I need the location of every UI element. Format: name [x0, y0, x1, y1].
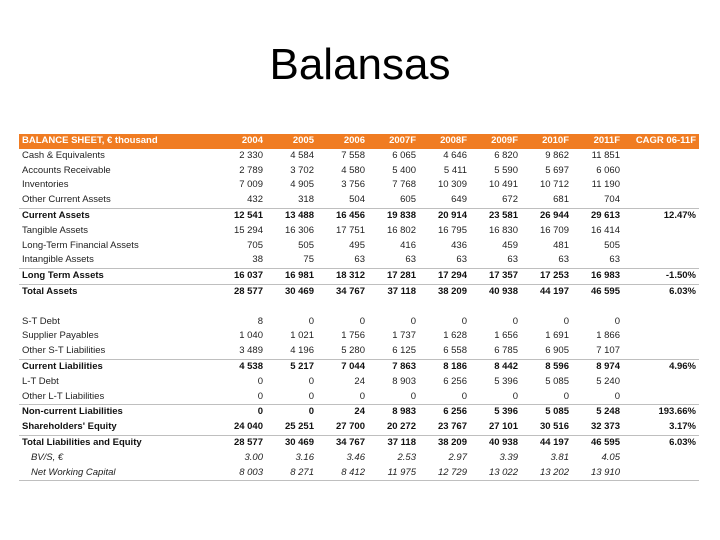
value-cell: 1 756	[341, 330, 365, 342]
value-cell: 0	[410, 390, 416, 402]
value-cell	[266, 300, 317, 315]
value-cell: 0	[359, 315, 365, 327]
value-cell: 2 330	[239, 149, 263, 161]
cagr-cell: 6.03%	[623, 435, 699, 450]
value-cell: 2 789	[239, 164, 263, 176]
value-cell: 5 085	[521, 405, 572, 420]
value-cell: 3 489	[239, 345, 263, 357]
table-row	[19, 344, 699, 359]
value-cell: 18 312	[317, 269, 368, 285]
balance-sheet-table	[19, 134, 699, 481]
value-cell: 0	[308, 390, 314, 402]
value-cell: 11 190	[591, 179, 620, 191]
row-label	[19, 300, 215, 315]
value-cell: 5 396	[494, 375, 518, 387]
slide-title: Balansas	[269, 40, 451, 89]
header-cagr: CAGR 06-11F	[623, 134, 699, 149]
cagr-cell	[623, 329, 699, 344]
value-cell: 24 040	[233, 421, 263, 433]
row-label: Total Assets	[19, 284, 215, 299]
value-cell: 17 751	[335, 224, 365, 236]
value-cell	[215, 300, 266, 315]
cagr-cell	[623, 224, 699, 239]
row-label: Intangible Assets	[22, 254, 94, 266]
value-cell: 4 580	[341, 164, 365, 176]
header-year: 2004	[215, 134, 266, 149]
value-cell: 8 442	[470, 359, 521, 374]
table-row	[19, 420, 699, 435]
row-label: Tangible Assets	[22, 224, 89, 236]
cagr-cell	[623, 315, 699, 330]
cagr-cell	[623, 375, 699, 390]
cagr-cell	[623, 300, 699, 315]
header-year: 2009F	[470, 134, 521, 149]
value-cell: 10 712	[539, 179, 569, 191]
table-row	[19, 149, 699, 164]
value-cell: 7 107	[596, 345, 620, 357]
value-cell: 12 729	[437, 466, 467, 478]
value-cell: 12 541	[215, 208, 266, 223]
value-cell: 1 021	[290, 330, 314, 342]
balance-sheet	[19, 134, 699, 481]
value-cell	[521, 300, 572, 315]
value-cell: 16 414	[590, 224, 620, 236]
value-cell: 9 862	[545, 149, 569, 161]
value-cell: 3.00	[244, 451, 263, 463]
value-cell: 10 491	[488, 179, 518, 191]
value-cell: 0	[461, 315, 467, 327]
row-label: Other Current Assets	[22, 194, 111, 206]
value-cell: 495	[349, 239, 365, 251]
value-cell: 44 197	[521, 284, 572, 299]
value-cell: 11 851	[591, 149, 620, 161]
value-cell: 25 251	[284, 421, 314, 433]
value-cell: 8 271	[290, 466, 314, 478]
value-cell: 7 863	[368, 359, 419, 374]
row-label: Current Assets	[19, 208, 215, 223]
table-row	[19, 253, 699, 268]
cagr-cell	[623, 149, 699, 164]
value-cell: 10 309	[437, 179, 467, 191]
value-cell: 4 196	[290, 345, 314, 357]
spacer-row	[19, 300, 699, 315]
value-cell: 4 584	[290, 149, 314, 161]
value-cell: 6 060	[596, 164, 620, 176]
value-cell: 8 186	[419, 359, 470, 374]
value-cell: 504	[349, 194, 365, 206]
cagr-cell: 6.03%	[623, 284, 699, 299]
cagr-cell	[623, 178, 699, 193]
value-cell: 4.05	[601, 451, 620, 463]
table-body	[19, 149, 699, 481]
header-year: 2006	[317, 134, 368, 149]
value-cell: 0	[563, 390, 569, 402]
table-row	[19, 375, 699, 390]
cagr-cell: 4.96%	[623, 359, 699, 374]
value-cell: 13 022	[488, 466, 518, 478]
row-label: Supplier Payables	[22, 330, 99, 342]
value-cell: 0	[461, 390, 467, 402]
table-row	[19, 390, 699, 405]
table-row	[19, 435, 699, 450]
value-cell	[572, 300, 623, 315]
value-cell: 17 294	[419, 269, 470, 285]
value-cell: 11 975	[387, 466, 416, 478]
value-cell: 436	[451, 239, 467, 251]
value-cell: 16 830	[488, 224, 518, 236]
value-cell: 23 767	[437, 421, 467, 433]
value-cell: 6 785	[494, 345, 518, 357]
value-cell: 16 983	[572, 269, 623, 285]
table-row	[19, 208, 699, 223]
value-cell: 1 691	[545, 330, 569, 342]
header-year: 2007F	[368, 134, 419, 149]
row-label: Inventories	[22, 179, 69, 191]
value-cell: 8 903	[392, 375, 416, 387]
value-cell: 0	[614, 315, 620, 327]
header-year: 2005	[266, 134, 317, 149]
value-cell: 672	[502, 194, 518, 206]
value-cell: 28 577	[215, 435, 266, 450]
value-cell: 34 767	[317, 435, 368, 450]
value-cell: 5 396	[470, 405, 521, 420]
value-cell: 481	[553, 239, 569, 251]
value-cell: 8 003	[239, 466, 263, 478]
value-cell: 46 595	[572, 284, 623, 299]
cagr-cell	[623, 253, 699, 268]
value-cell: 5 590	[494, 164, 518, 176]
value-cell: 26 944	[521, 208, 572, 223]
value-cell: 5 280	[341, 345, 365, 357]
value-cell: 3 756	[341, 179, 365, 191]
value-cell: 0	[563, 315, 569, 327]
value-cell: 0	[257, 375, 263, 387]
value-cell: 17 357	[470, 269, 521, 285]
value-cell: 4 538	[215, 359, 266, 374]
value-cell: 0	[308, 375, 314, 387]
cagr-cell	[623, 193, 699, 208]
cagr-cell	[623, 390, 699, 405]
value-cell: 63	[558, 254, 569, 266]
value-cell: 29 613	[572, 208, 623, 223]
table-row	[19, 451, 699, 466]
value-cell: 0	[257, 390, 263, 402]
value-cell: 3 702	[290, 164, 314, 176]
value-cell: 7 009	[239, 179, 263, 191]
value-cell: 63	[354, 254, 365, 266]
value-cell: 1 656	[494, 330, 518, 342]
value-cell: 38 209	[419, 435, 470, 450]
row-label: Shareholders' Equity	[22, 421, 117, 433]
value-cell: 30 516	[539, 421, 569, 433]
row-label: Total Liabilities and Equity	[19, 435, 215, 450]
value-cell: 27 101	[488, 421, 518, 433]
header-year: 2011F	[572, 134, 623, 149]
value-cell: 459	[502, 239, 518, 251]
row-label: Current Liabilities	[19, 359, 215, 374]
row-label: Cash & Equivalents	[22, 149, 105, 161]
value-cell: 7 044	[317, 359, 368, 374]
table-row	[19, 405, 699, 420]
value-cell: 681	[553, 194, 569, 206]
value-cell: 2.53	[397, 451, 416, 463]
table-row	[19, 329, 699, 344]
value-cell: 16 709	[539, 224, 569, 236]
cagr-cell	[623, 344, 699, 359]
value-cell: 28 577	[215, 284, 266, 299]
value-cell: 0	[614, 390, 620, 402]
value-cell: 505	[298, 239, 314, 251]
value-cell: 63	[609, 254, 620, 266]
value-cell: 5 400	[392, 164, 416, 176]
value-cell: 3.16	[295, 451, 314, 463]
value-cell: 4 646	[443, 149, 467, 161]
table-row	[19, 269, 699, 285]
value-cell: 19 838	[368, 208, 419, 223]
value-cell: 5 240	[596, 375, 620, 387]
row-label: Net Working Capital	[31, 466, 116, 478]
value-cell: 432	[247, 194, 263, 206]
value-cell: 40 938	[470, 284, 521, 299]
value-cell: 46 595	[572, 435, 623, 450]
value-cell: 37 118	[368, 284, 419, 299]
value-cell: 63	[405, 254, 416, 266]
value-cell: 5 217	[266, 359, 317, 374]
row-label: Long-Term Financial Assets	[22, 239, 139, 251]
row-label: BV/S, €	[31, 451, 64, 463]
value-cell: 1 628	[443, 330, 467, 342]
value-cell: 705	[247, 239, 263, 251]
value-cell: 8 596	[521, 359, 572, 374]
table-row	[19, 466, 699, 481]
value-cell: 5 085	[545, 375, 569, 387]
value-cell: 30 469	[266, 435, 317, 450]
value-cell: 24	[317, 405, 368, 420]
value-cell: 1 866	[596, 330, 620, 342]
row-label: L-T Debt	[22, 375, 59, 387]
value-cell: 0	[410, 315, 416, 327]
value-cell: 6 820	[494, 149, 518, 161]
value-cell: 30 469	[266, 284, 317, 299]
value-cell: 17 253	[521, 269, 572, 285]
cagr-cell: 12.47%	[623, 208, 699, 223]
table-row	[19, 239, 699, 254]
value-cell: 63	[456, 254, 467, 266]
value-cell: 4 905	[290, 179, 314, 191]
value-cell	[317, 300, 368, 315]
table-row	[19, 359, 699, 374]
value-cell	[368, 300, 419, 315]
value-cell: 6 256	[443, 375, 467, 387]
value-cell: 6 558	[443, 345, 467, 357]
value-cell: 3.81	[550, 451, 569, 463]
row-label: Other S-T Liabilities	[22, 345, 106, 357]
table-row	[19, 224, 699, 239]
value-cell: 649	[451, 194, 467, 206]
value-cell: 8 974	[572, 359, 623, 374]
value-cell: 3.39	[499, 451, 518, 463]
table-header-row	[19, 134, 699, 149]
row-label: Non-current Liabilities	[19, 405, 215, 420]
header-year: 2008F	[419, 134, 470, 149]
value-cell: 5 411	[443, 164, 467, 176]
value-cell: 0	[215, 405, 266, 420]
value-cell: 13 910	[590, 466, 620, 478]
value-cell: 16 981	[266, 269, 317, 285]
value-cell: 416	[400, 239, 416, 251]
value-cell: 8	[257, 315, 263, 327]
value-cell: 3.46	[346, 451, 365, 463]
value-cell: 6 905	[545, 345, 569, 357]
value-cell: 605	[400, 194, 416, 206]
value-cell: 8 983	[368, 405, 419, 420]
cagr-cell	[623, 239, 699, 254]
cagr-cell	[623, 164, 699, 179]
value-cell: 0	[512, 315, 518, 327]
value-cell: 16 456	[317, 208, 368, 223]
value-cell: 1 040	[239, 330, 263, 342]
table-row	[19, 315, 699, 330]
value-cell: 16 037	[215, 269, 266, 285]
table-row	[19, 193, 699, 208]
value-cell	[419, 300, 470, 315]
value-cell: 63	[507, 254, 518, 266]
header-year: 2010F	[521, 134, 572, 149]
cagr-cell: 3.17%	[669, 421, 696, 433]
value-cell: 38 209	[419, 284, 470, 299]
value-cell: 0	[266, 405, 317, 420]
value-cell: 20 272	[386, 421, 416, 433]
value-cell: 13 202	[539, 466, 569, 478]
value-cell: 6 065	[392, 149, 416, 161]
value-cell: 24	[354, 375, 365, 387]
value-cell: 0	[308, 315, 314, 327]
value-cell: 13 488	[266, 208, 317, 223]
value-cell: 15 294	[233, 224, 263, 236]
value-cell: 37 118	[368, 435, 419, 450]
value-cell: 16 802	[386, 224, 416, 236]
value-cell: 6 256	[419, 405, 470, 420]
value-cell: 5 697	[545, 164, 569, 176]
header-label: BALANCE SHEET, € thousand	[19, 134, 215, 149]
value-cell: 7 768	[392, 179, 416, 191]
value-cell: 32 373	[590, 421, 620, 433]
value-cell: 505	[604, 239, 620, 251]
value-cell: 1 737	[392, 330, 416, 342]
cagr-cell: -1.50%	[623, 269, 699, 285]
value-cell: 23 581	[470, 208, 521, 223]
row-label: Long Term Assets	[19, 269, 215, 285]
row-label: Accounts Receivable	[22, 164, 111, 176]
value-cell: 704	[604, 194, 620, 206]
value-cell: 16 795	[437, 224, 467, 236]
value-cell: 17 281	[368, 269, 419, 285]
value-cell: 34 767	[317, 284, 368, 299]
value-cell: 6 125	[392, 345, 416, 357]
value-cell: 8 412	[341, 466, 365, 478]
row-label: Other L-T Liabilities	[22, 390, 105, 402]
value-cell: 44 197	[521, 435, 572, 450]
table-row	[19, 178, 699, 193]
value-cell: 75	[303, 254, 314, 266]
cagr-cell	[623, 451, 699, 466]
cagr-cell	[623, 466, 699, 481]
row-label: S-T Debt	[22, 315, 60, 327]
value-cell: 27 700	[335, 421, 365, 433]
value-cell: 20 914	[419, 208, 470, 223]
value-cell: 40 938	[470, 435, 521, 450]
table-row	[19, 284, 699, 299]
value-cell: 7 558	[341, 149, 365, 161]
cagr-cell: 193.66%	[623, 405, 699, 420]
value-cell	[470, 300, 521, 315]
value-cell: 5 248	[572, 405, 623, 420]
value-cell: 16 306	[284, 224, 314, 236]
table-row	[19, 164, 699, 179]
value-cell: 38	[252, 254, 263, 266]
value-cell: 0	[359, 390, 365, 402]
value-cell: 2.97	[448, 451, 467, 463]
value-cell: 318	[298, 194, 314, 206]
value-cell: 0	[512, 390, 518, 402]
